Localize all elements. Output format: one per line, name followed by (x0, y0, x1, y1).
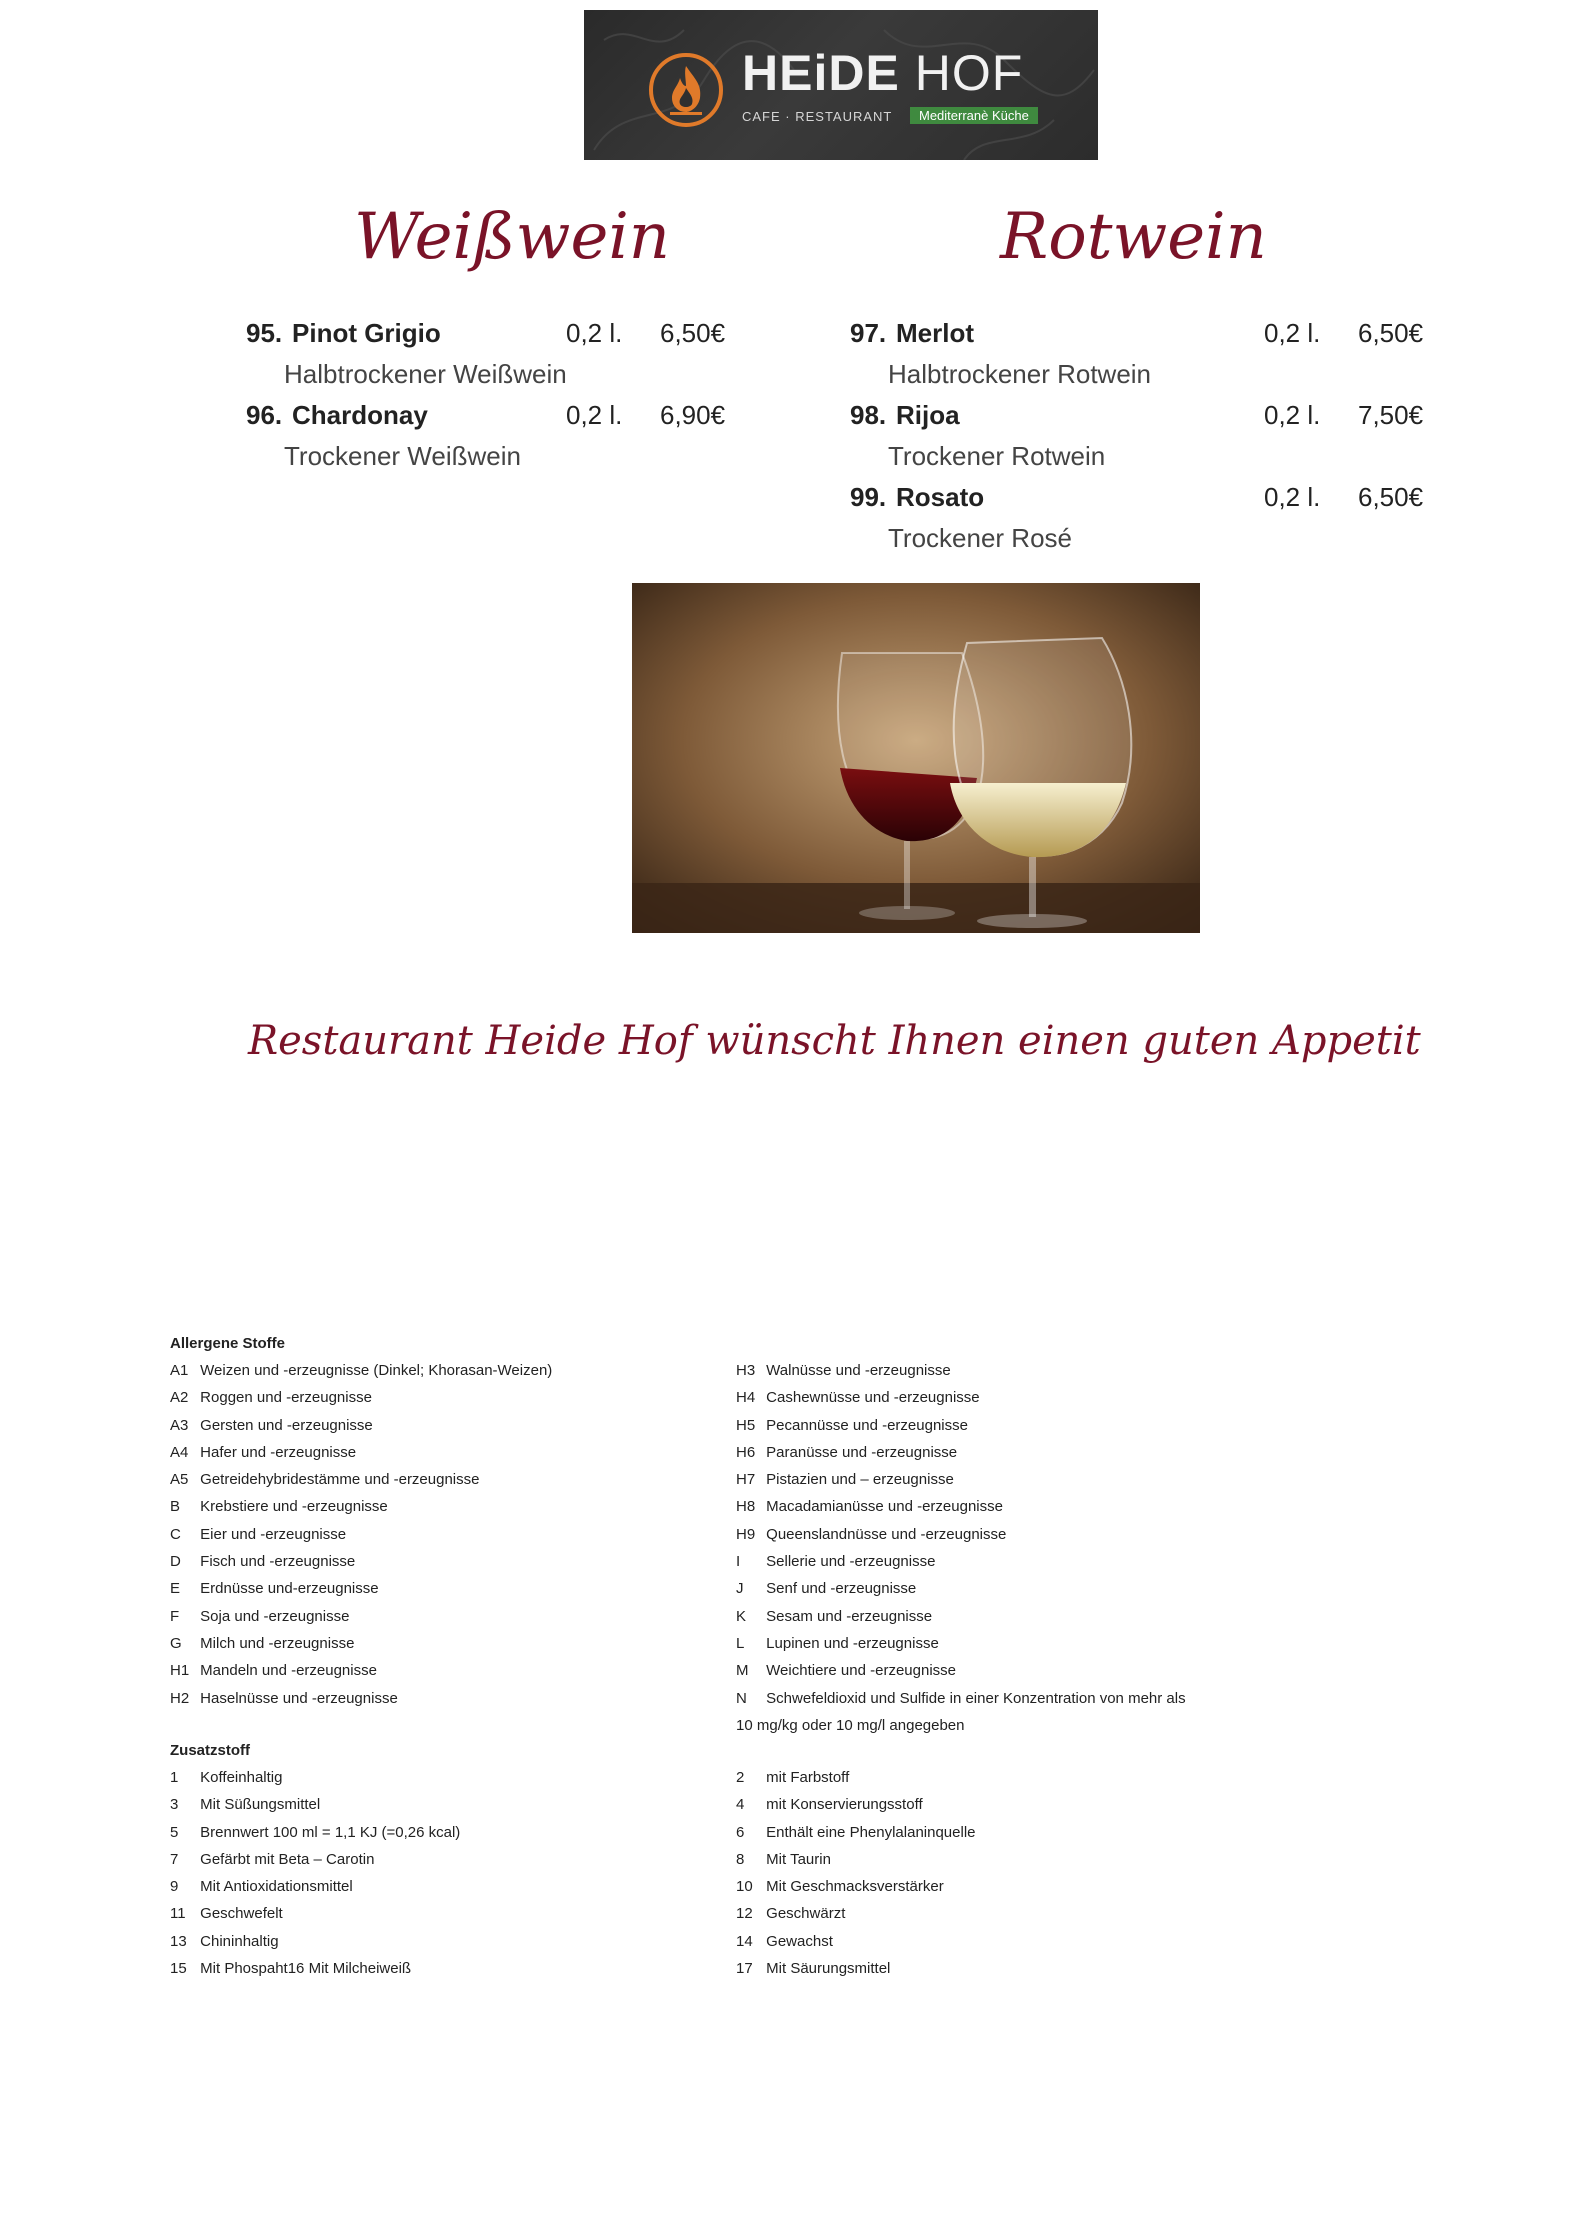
brand-name-light: HOF (914, 45, 1024, 101)
wine-description: Trockener Rotwein (888, 441, 1106, 471)
item-text: Pecannüsse und -erzeugnisse (766, 1416, 968, 1434)
item-code: A5 (170, 1471, 189, 1489)
wine-name: Rijoa (896, 400, 960, 430)
code-list-item (170, 1412, 552, 1439)
code-list-item (736, 1791, 976, 1818)
item-text: Mit Antioxidationsmittel (200, 1878, 353, 1896)
code-list-item (170, 1548, 552, 1575)
code-list-item (170, 1493, 552, 1520)
item-text: Queenslandnüsse und -erzeugnisse (766, 1525, 1007, 1543)
code-list-item (736, 1685, 1196, 1740)
allergens-right-column (736, 1357, 1196, 1739)
item-text: Haselnüsse und -erzeugnisse (200, 1689, 398, 1707)
item-code: 17 (736, 1960, 753, 1978)
item-text: Geschwärzt (766, 1905, 846, 1923)
code-list-item (170, 1657, 552, 1684)
code-list-item (170, 1791, 460, 1818)
item-text: mit Konservierungsstoff (766, 1796, 923, 1814)
item-code: A1 (170, 1362, 189, 1379)
item-text: Mandeln und -erzeugnisse (200, 1662, 377, 1680)
item-code: K (736, 1607, 747, 1625)
item-text: Milch und -erzeugnisse (200, 1634, 355, 1652)
wine-price: 6,50€ (1358, 318, 1424, 348)
white-wine-heading: Weißwein (354, 200, 670, 274)
closing-message: Restaurant Heide Hof wünscht Ihnen einen guten Appetit (248, 1018, 1421, 1064)
code-list-item (170, 1873, 460, 1900)
additives-right-column (736, 1764, 976, 1982)
code-list-item (736, 1412, 1196, 1439)
code-list-item (170, 1630, 552, 1657)
item-text: Hafer und -erzeugnisse (200, 1443, 357, 1461)
item-code: D (170, 1553, 181, 1571)
code-list-item (736, 1657, 1196, 1684)
code-list-item (170, 1928, 460, 1955)
wine-description: Trockener Weißwein (284, 441, 521, 471)
item-code: H5 (736, 1416, 756, 1434)
item-text: Weichtiere und -erzeugnisse (766, 1662, 956, 1680)
item-text: Macadamianüsse und -erzeugnisse (766, 1498, 1003, 1516)
code-list-item (736, 1846, 976, 1873)
brand-name (742, 45, 1024, 101)
wine-number: 96. (246, 400, 283, 430)
item-code: C (170, 1525, 181, 1543)
wine-name: Chardonay (292, 400, 428, 430)
code-list-item (170, 1466, 552, 1493)
item-code: E (170, 1580, 181, 1598)
item-code: 13 (170, 1932, 187, 1950)
wine-price: 6,90€ (660, 400, 726, 430)
code-list-item (170, 1685, 552, 1712)
brand-tagline: Mediterranè Küche (910, 107, 1038, 124)
item-code: G (170, 1634, 182, 1652)
item-text: Koffeinhaltig (200, 1769, 283, 1786)
item-code: N (736, 1689, 747, 1707)
wine-volume: 0,2 l. (1264, 482, 1321, 512)
wine-number: 97. (850, 318, 887, 348)
item-code: A4 (170, 1443, 189, 1461)
item-text: Krebstiere und -erzeugnisse (200, 1498, 388, 1516)
code-list-item (170, 1955, 460, 1982)
item-code: 15 (170, 1960, 187, 1978)
item-text: Mit Geschmacksverstärker (766, 1878, 944, 1896)
wine-volume: 0,2 l. (1264, 400, 1321, 430)
code-list-item (736, 1548, 1196, 1575)
brand-subtitle: CAFE · RESTAURANT (742, 109, 893, 124)
item-code: B (170, 1498, 181, 1516)
wine-volume: 0,2 l. (566, 400, 623, 430)
item-text: Walnüsse und -erzeugnisse (766, 1362, 951, 1379)
wine-price: 6,50€ (1358, 482, 1424, 512)
item-text: Pistazien und – erzeugnisse (766, 1471, 954, 1489)
item-text: Paranüsse und -erzeugnisse (766, 1443, 958, 1461)
item-code: 12 (736, 1905, 753, 1923)
item-code: H4 (736, 1389, 756, 1407)
item-code: 14 (736, 1932, 753, 1950)
allergens-left-column (170, 1330, 552, 1712)
code-list-item (736, 1873, 976, 1900)
code-list-item (170, 1603, 552, 1630)
item-code: 10 (736, 1878, 753, 1896)
item-text: Geschwefelt (200, 1905, 283, 1923)
additives-title: Zusatzstoff (170, 1742, 250, 1759)
item-text: Gewachst (766, 1932, 833, 1950)
item-code: H3 (736, 1362, 756, 1379)
wine-glasses-photo (632, 583, 1200, 933)
item-code: A3 (170, 1416, 189, 1434)
item-text: Brennwert 100 ml = 1,1 KJ (=0,26 kcal) (200, 1823, 461, 1841)
code-list-item (170, 1521, 552, 1548)
item-text: Roggen und -erzeugnisse (200, 1389, 372, 1407)
code-list-item (170, 1439, 552, 1466)
item-code: 4 (736, 1796, 745, 1814)
code-list-item (170, 1384, 552, 1411)
additive-list (170, 1764, 460, 1982)
item-text: Soja und -erzeugnisse (200, 1607, 350, 1625)
item-code: F (170, 1607, 180, 1625)
item-code: H8 (736, 1498, 756, 1516)
item-text: Mit Phospaht16 Mit Milcheiweiß (200, 1960, 412, 1978)
item-code: A2 (170, 1389, 189, 1407)
code-list-item (736, 1630, 1196, 1657)
wine-number: 99. (850, 482, 887, 512)
code-list-item (736, 1384, 1196, 1411)
item-text: Lupinen und -erzeugnisse (766, 1634, 939, 1652)
code-list-item (170, 1357, 552, 1384)
item-code: 6 (736, 1823, 745, 1841)
item-code: M (736, 1662, 749, 1680)
code-list-item (170, 1764, 460, 1791)
item-code: 9 (170, 1878, 179, 1896)
restaurant-logo (584, 10, 1098, 160)
item-text: Mit Süßungsmittel (200, 1796, 321, 1814)
additive-list (736, 1764, 976, 1982)
item-code: J (736, 1580, 744, 1598)
item-text: Gefärbt mit Beta – Carotin (200, 1850, 375, 1868)
wine-name: Merlot (896, 318, 974, 348)
wine-description: Trockener Rosé (888, 523, 1072, 553)
item-text: Eier und -erzeugnisse (200, 1525, 347, 1543)
item-code: 8 (736, 1850, 745, 1868)
wine-price: 7,50€ (1358, 400, 1424, 430)
item-code: H2 (170, 1689, 190, 1707)
item-code: H1 (170, 1662, 190, 1680)
item-code: 1 (170, 1769, 179, 1786)
item-text: Gersten und -erzeugnisse (200, 1416, 373, 1434)
code-list-item (170, 1819, 460, 1846)
item-code: 7 (170, 1850, 179, 1868)
item-text: mit Farbstoff (766, 1769, 850, 1786)
item-text: Weizen und -erzeugnisse (Dinkel; Khorasan-Weizen) (200, 1362, 553, 1379)
code-list-item (736, 1575, 1196, 1602)
code-list-item (736, 1764, 976, 1791)
code-list-item (736, 1603, 1196, 1630)
item-text: Getreidehybridestämme und -erzeugnisse (200, 1471, 480, 1489)
code-list-item (736, 1357, 1196, 1384)
code-list-item (170, 1900, 460, 1927)
code-list-item (736, 1900, 976, 1927)
additives-left-column (170, 1737, 460, 1982)
item-code: 5 (170, 1823, 179, 1841)
wine-name: Rosato (896, 482, 985, 512)
code-list-item (736, 1819, 976, 1846)
item-text: Cashewnüsse und -erzeugnisse (766, 1389, 980, 1407)
wine-price: 6,50€ (660, 318, 726, 348)
wine-description: Halbtrockener Weißwein (284, 359, 567, 389)
allergens-title: Allergene Stoffe (170, 1335, 286, 1352)
item-code: H6 (736, 1443, 756, 1461)
flame-emblem-icon (648, 52, 724, 128)
item-text: Sellerie und -erzeugnisse (766, 1553, 936, 1571)
item-text: Chininhaltig (200, 1932, 279, 1950)
allergen-list (736, 1357, 1196, 1739)
item-code: H9 (736, 1525, 756, 1543)
item-code: 2 (736, 1769, 745, 1786)
item-text: Enthält eine Phenylalaninquelle (766, 1823, 976, 1841)
wine-number: 95. (246, 318, 283, 348)
wine-number: 98. (850, 400, 887, 430)
wine-volume: 0,2 l. (1264, 318, 1321, 348)
item-text: Mit Säurungsmittel (766, 1960, 891, 1978)
item-code: I (736, 1553, 741, 1571)
allergen-list (170, 1357, 552, 1712)
item-code: H7 (736, 1471, 756, 1489)
code-list-item (736, 1493, 1196, 1520)
code-list-item (736, 1928, 976, 1955)
item-text: Mit Taurin (766, 1850, 831, 1868)
wine-name: Pinot Grigio (292, 318, 441, 348)
code-list-item (736, 1521, 1196, 1548)
item-code: L (736, 1634, 745, 1652)
item-text: Fisch und -erzeugnisse (200, 1553, 356, 1571)
code-list-item (736, 1439, 1196, 1466)
item-text: Senf und -erzeugnisse (766, 1580, 917, 1598)
code-list-item (736, 1466, 1196, 1493)
brand-name-bold: HEiDE (742, 45, 900, 101)
red-wine-heading: Rotwein (1000, 200, 1267, 274)
item-code: 3 (170, 1796, 179, 1814)
code-list-item (170, 1846, 460, 1873)
code-list-item (170, 1575, 552, 1602)
wine-description: Halbtrockener Rotwein (888, 359, 1152, 389)
wine-volume: 0,2 l. (566, 318, 623, 348)
code-list-item (736, 1955, 976, 1982)
item-text: Sesam und -erzeugnisse (766, 1607, 933, 1625)
item-text: Erdnüsse und-erzeugnisse (200, 1580, 379, 1598)
item-text: Schwefeldioxid und Sulfide in einer Konzentration von mehr als 10 mg/kg oder 10 mg/l angegeben (736, 1689, 1186, 1734)
item-code: 11 (170, 1905, 186, 1923)
